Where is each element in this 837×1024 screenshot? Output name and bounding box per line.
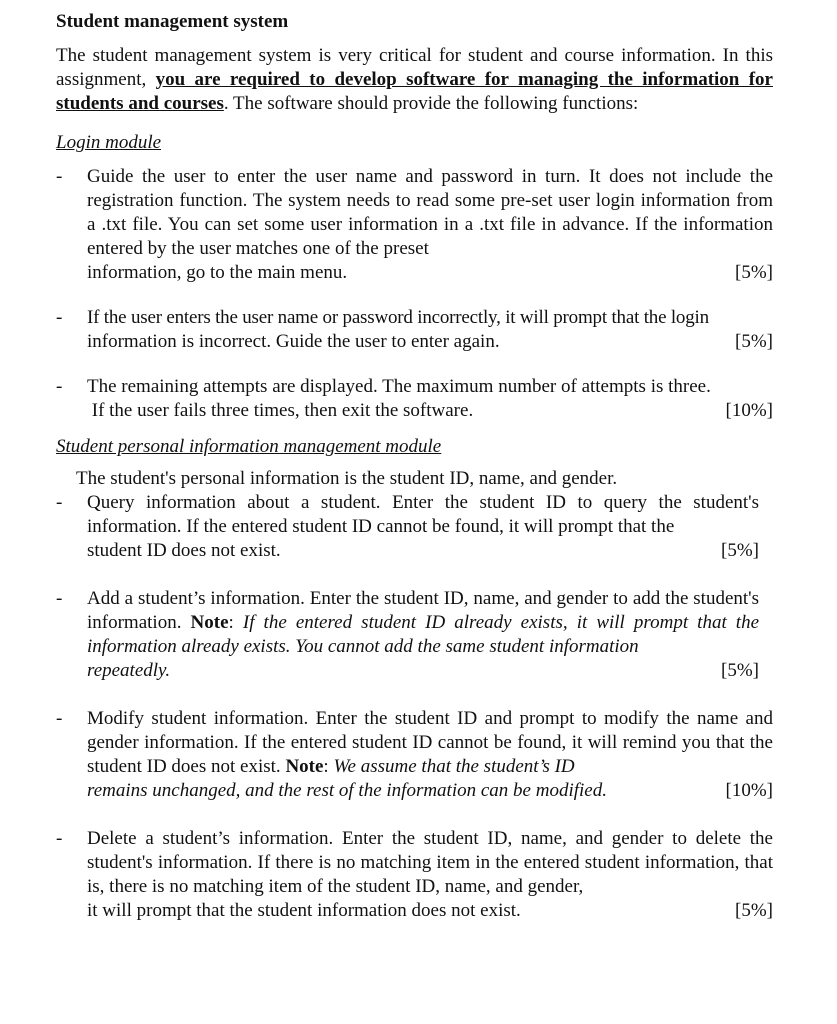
list-dash: - — [56, 307, 63, 328]
student-item-modify-note-label: Note — [285, 756, 324, 777]
student-item-query-last-line — [87, 539, 759, 563]
login-item-3-mark: [10%] — [725, 400, 773, 421]
student-item-add-note-text: If the entered student ID already exists, it will prompt that the information already exists. You cannot add the same student information — [87, 612, 760, 657]
login-item-2-text: If the user enters the user name or password incorrectly, it will prompt that the login — [87, 307, 709, 328]
intro-emphasis: you are required to develop software for managing the information for students and courses — [56, 69, 773, 114]
login-item-3-last-text: If the user fails three times, then exit the software. — [87, 400, 474, 421]
student-item-modify — [56, 707, 773, 803]
student-item-add-text: Add a student’s information. Enter the student ID, name, and gender to add the student's information. — [87, 588, 759, 633]
document-title: Student management system — [56, 11, 289, 32]
intro-text-before: The student management system is very critical for student and course information. In this assignment, — [56, 45, 773, 90]
student-item-add — [56, 587, 773, 683]
student-item-modify-text: Modify student information. Enter the student ID and prompt to modify the name and gender information. If the entered student ID cannot be found, it will remind you that the student ID does not exist. — [87, 708, 773, 777]
list-dash: - — [56, 828, 63, 849]
list-dash: - — [56, 376, 63, 397]
login-item-1 — [56, 165, 773, 285]
login-item-1-last-text: information, go to the main menu. — [87, 262, 348, 283]
login-item-3 — [56, 375, 773, 423]
student-item-modify-last-line — [87, 779, 773, 803]
student-item-add-last-line — [87, 659, 759, 683]
list-dash: - — [56, 588, 63, 609]
intro-text-after: . The software should provide the following functions: — [223, 93, 639, 114]
login-item-2 — [56, 306, 773, 354]
student-item-delete-text: Delete a student’s information. Enter the student ID, name, and gender to delete the student's information. If there is no matching item in the entered student information, that is, there is no matching item of the student ID, name, and gender, — [87, 828, 773, 897]
student-item-add-note-colon: : — [228, 612, 243, 633]
login-item-2-last-text: information is incorrect. Guide the user to enter again. — [87, 331, 500, 352]
student-item-query-mark: [5%] — [721, 540, 759, 561]
student-item-query-text: Query information about a student. Enter the student ID to query the student's information. If the entered student ID cannot be found, it will prompt that the — [87, 492, 759, 537]
login-module-heading: Login module — [56, 132, 162, 153]
student-item-delete-mark: [5%] — [735, 900, 773, 921]
login-item-1-text: Guide the user to enter the user name and password in turn. It does not include the registration function. The system needs to read some pre-set user login information from a .txt file. You can set some user information in a .txt file in advance. If the information entered by the user matches one of the preset — [87, 166, 773, 259]
student-item-query — [56, 491, 773, 563]
login-item-3-last-line — [87, 399, 773, 423]
student-item-modify-note-colon: : — [323, 756, 334, 777]
student-item-add-last-text: repeatedly. — [87, 660, 171, 681]
login-item-1-last-line — [87, 261, 773, 285]
login-item-2-last-line — [87, 330, 773, 354]
student-item-query-last-text: student ID does not exist. — [87, 540, 281, 561]
login-item-2-mark: [5%] — [735, 331, 773, 352]
login-item-3-text: The remaining attempts are displayed. The maximum number of attempts is three. — [87, 376, 711, 397]
student-item-add-note-label: Note — [190, 612, 229, 633]
student-module-heading: Student personal information management module — [56, 436, 442, 457]
student-item-add-mark: [5%] — [721, 660, 759, 681]
list-dash: - — [56, 708, 63, 729]
list-dash: - — [56, 492, 63, 513]
student-module-lead: The student's personal information is the student ID, name, and gender. — [76, 468, 618, 489]
list-dash: - — [56, 166, 63, 187]
login-item-1-mark: [5%] — [735, 262, 773, 283]
student-item-delete-last-text: it will prompt that the student information does not exist. — [87, 900, 521, 921]
student-item-modify-mark: [10%] — [725, 780, 773, 801]
student-item-delete — [56, 827, 773, 923]
student-item-modify-note-text: We assume that the student’s ID — [333, 756, 575, 777]
student-item-delete-last-line — [87, 899, 773, 923]
intro-paragraph — [56, 44, 773, 116]
student-item-modify-last-text: remains unchanged, and the rest of the information can be modified. — [87, 780, 607, 801]
